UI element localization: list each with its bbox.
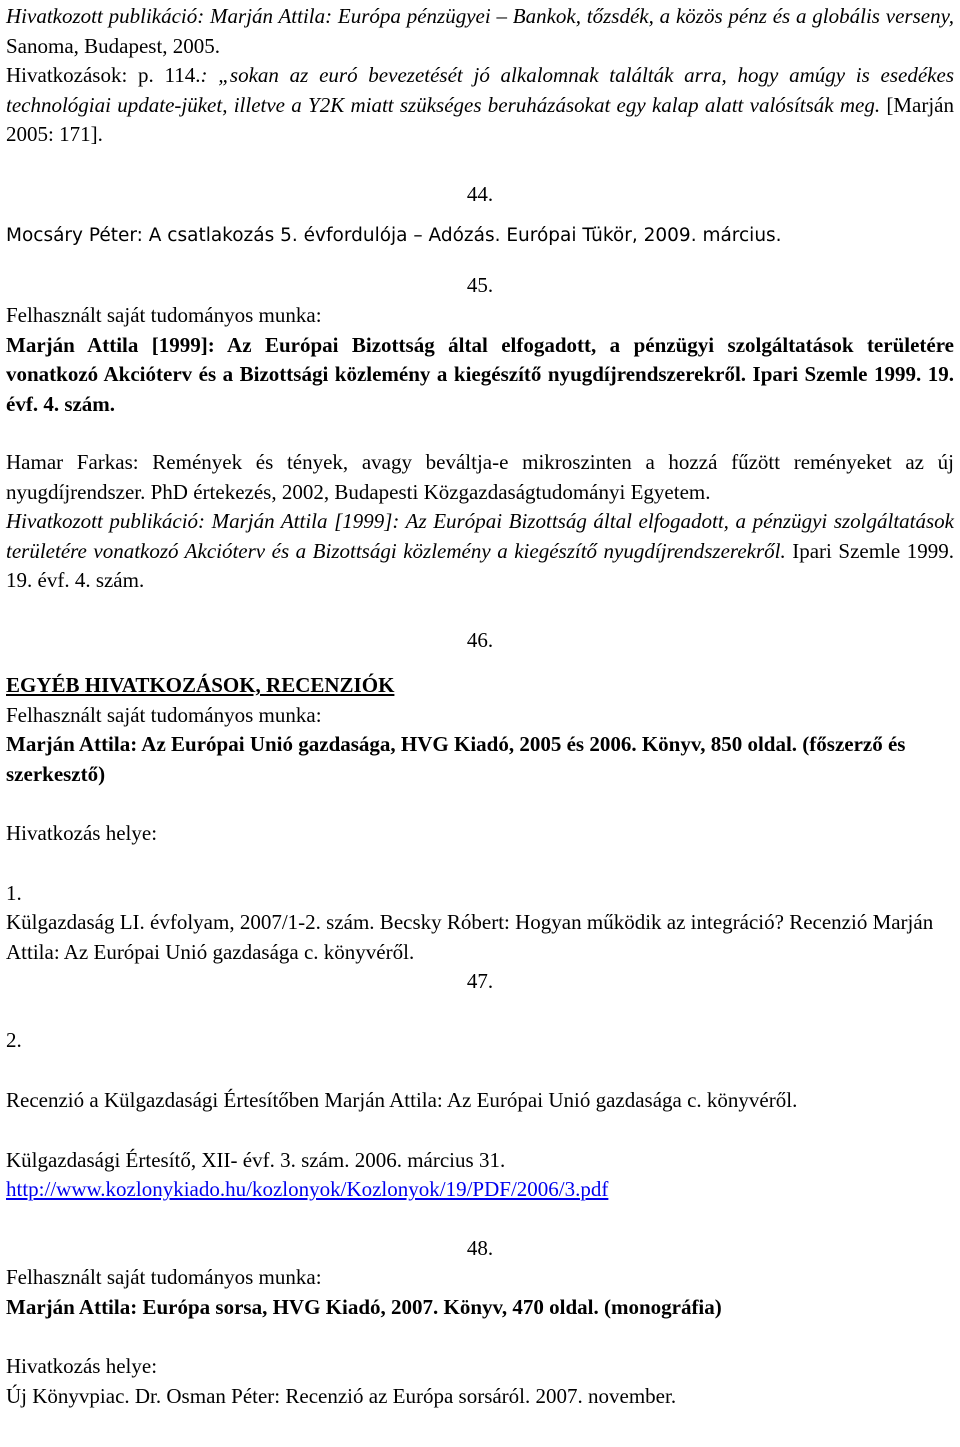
- hamar-reference: Hamar Farkas: Remények és tények, avagy beváltja-e mikroszinten a hozzá fűzött reményeket az új nyugdíjrendszer. PhD értekezés, 2002, Budapesti Közgazdaságtudományi Egyetem.: [6, 450, 954, 504]
- kulgazdasag-reference: Külgazdaság LI. évfolyam, 2007/1-2. szám. Becsky Róbert: Hogyan működik az integráció? Recenzió Marján Attila: Az Európai Unió gazdasága c. könyvéről.: [6, 910, 934, 964]
- cited-publication-2-rest: Ipari Szemle 1999. 19. évf. 4. szám.: [6, 538, 954, 592]
- book-eu-economy: Marján Attila: Az Európai Unió gazdasága, HVG Kiadó, 2005 és 2006. Könyv, 850 oldal. (főszerző és szerkesztő): [6, 732, 906, 786]
- citation-place-label-1: Hivatkozás helye:: [6, 821, 158, 845]
- recenzio-ertesito: Recenzió a Külgazdasági Értesítőben Marján Attila: Az Európai Unió gazdasága c. könyvéről.: [6, 1088, 798, 1112]
- mocsary-reference: Mocsáry Péter: A csatlakozás 5. évfordulója – Adózás. Európai Tükör, 2009. március.: [6, 225, 782, 246]
- list-item-number-1: 1.: [6, 880, 22, 905]
- uj-konyvpiac-reference: Új Könyvpiac. Dr. Osman Péter: Recenzió az Európa sorsáról. 2007. november.: [6, 1383, 677, 1408]
- list-item-number-2: 2.: [6, 1027, 22, 1052]
- references-1: [6, 61, 954, 150]
- item-number-47: 47.: [466, 969, 494, 993]
- url-line: [6, 1175, 954, 1205]
- references-1-quote: : „sokan az euró bevezetését jó alkalomnak találták arra, hogy amúgy is esedékes technológiai update-jüket, illetve a Y2K miatt szükséges beruházásokat egy kalap alatt valósítsák meg.: [6, 63, 954, 117]
- book-europe-fate: Marján Attila: Európa sorsa, HVG Kiadó, 2007. Könyv, 470 oldal. (monográfia): [6, 1294, 722, 1319]
- item-number-44: 44.: [466, 181, 494, 206]
- citation-place-label-2: Hivatkozás helye:: [6, 1354, 158, 1378]
- item-number-45: 45.: [466, 272, 494, 297]
- cited-publication-2-label: Hivatkozott publikáció: Marján Attila [1999]: Az Európai Bizottság által elfogadott, a pénzügyi szolgáltatások területére vonatkozó Akcióterv és a Bizottsági közlemény a kiegészítő nyugdíjrendszerekről.: [6, 509, 954, 563]
- cited-publication-1: [6, 2, 954, 61]
- item-number-46: 46.: [466, 627, 494, 652]
- marjan-1999-reference: Marján Attila [1999]: Az Európai Bizottság által elfogadott, a pénzügyi szolgáltatások területére vonatkozó Akcióterv és a Bizottsági közlemény a kiegészítő nyugdíjrendszerekről. Ipari Szemle 1999. 19. évf. 4. szám.: [6, 332, 954, 416]
- references-1-label: Hivatkozások: p. 114.: [6, 63, 201, 87]
- item-number-48: 48.: [466, 1235, 494, 1260]
- used-work-label-2: Felhasznált saját tudományos munka:: [6, 702, 322, 727]
- cited-publication-1-label: Hivatkozott publikáció: Marján Attila: Európa pénzügyei – Bankok, tőzsdék, a közös pénz és a globális verseny,: [6, 4, 954, 28]
- ertesito-reference: Külgazdasági Értesítő, XII- évf. 3. szám. 2006. március 31.: [6, 1147, 506, 1172]
- cited-publication-1-publisher: Sanoma, Budapest, 2005.: [6, 33, 221, 58]
- used-work-label-1: Felhasznált saját tudományos munka:: [6, 303, 322, 327]
- used-work-label-3: Felhasznált saját tudományos munka:: [6, 1265, 322, 1289]
- references-1-cite: [Marján 2005: 171].: [6, 92, 955, 146]
- document-page: [6, 0, 954, 1411]
- cited-publication-2: [6, 507, 954, 596]
- section-heading: EGYÉB HIVATKOZÁSOK, RECENZIÓK: [6, 673, 395, 697]
- kozlonykiado-link[interactable]: http://www.kozlonykiado.hu/kozlonyok/Kozlonyok/19/PDF/2006/3.pdf: [6, 1177, 609, 1201]
